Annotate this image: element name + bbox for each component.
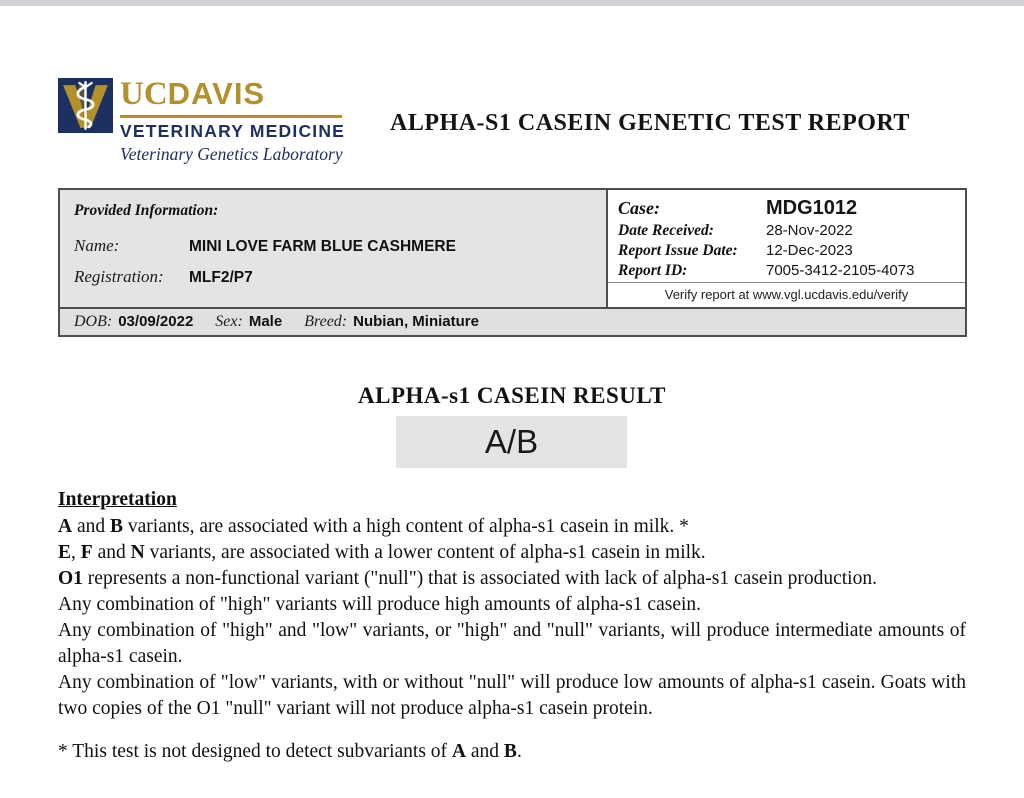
sex-pair <box>215 313 282 331</box>
wordmark-davis: DAVIS <box>167 76 266 111</box>
name-label: Name: <box>74 236 120 255</box>
sex-label: Sex: <box>215 313 243 330</box>
name-value: MINI LOVE FARM BLUE CASHMERE <box>189 238 456 255</box>
breed-value: Nubian, Miniature <box>353 313 479 330</box>
provided-information-heading: Provided Information: <box>74 202 219 219</box>
result-section-heading: ALPHA-s1 CASEIN RESULT <box>358 383 666 408</box>
sex-value: Male <box>248 313 283 330</box>
name-field-row <box>74 236 592 256</box>
logo-text-block <box>120 78 345 165</box>
interpretation-paragraph: A and B variants, are associated with a high content of alpha-s1 casein in milk. * <box>58 516 689 537</box>
case-info-table <box>58 188 967 337</box>
veterinary-caduceus-icon <box>58 78 113 133</box>
provided-information-panel <box>60 190 608 307</box>
division-name: VETERINARY MEDICINE <box>120 121 346 141</box>
date-received-value: 28-Nov-2022 <box>766 222 853 239</box>
case-number-row <box>618 197 955 220</box>
case-label: Case: <box>618 198 660 218</box>
report-id-row <box>618 262 955 280</box>
subvariants-footnote: * This test is not designed to detect subvariants of A and B. <box>58 741 522 762</box>
date-received-label: Date Received: <box>618 222 714 239</box>
wordmark-uc: UC <box>120 76 168 112</box>
report-issue-date-row <box>618 242 955 260</box>
report-header <box>58 78 345 165</box>
report-issue-date-label: Report Issue Date: <box>618 242 738 259</box>
report-id-label: Report ID: <box>618 262 688 279</box>
dob-pair <box>74 313 193 331</box>
interpretation-paragraph: O1 represents a non-functional variant ("null") that is associated with lack of alpha-s1 casein production. <box>58 568 877 589</box>
interpretation-heading: Interpretation <box>58 489 177 510</box>
ucdavis-logo <box>58 78 345 165</box>
registration-value: MLF2/P7 <box>189 269 253 286</box>
case-details-panel <box>608 190 965 307</box>
dob-value: 03/09/2022 <box>118 313 194 330</box>
window-edge-strip <box>0 0 1024 6</box>
interpretation-paragraph: E, F and N variants, are associated with a lower content of alpha-s1 casein in milk. <box>58 542 706 563</box>
animal-details-row <box>60 307 965 335</box>
case-number-value: MDG1012 <box>766 197 858 219</box>
interpretation-paragraph: Any combination of "low" variants, with or without "null" will produce low amounts of alpha-s1 casein. Goats with two copies of the O1 "null" variant will not produce alpha-s1 casein protein. <box>58 672 966 719</box>
interpretation-section <box>58 487 966 765</box>
lab-name: Veterinary Genetics Laboratory <box>120 144 343 164</box>
breed-label: Breed: <box>304 313 348 330</box>
result-value: A/B <box>484 423 539 460</box>
registration-field-row <box>74 267 592 287</box>
breed-pair <box>304 313 479 331</box>
report-title: ALPHA-S1 CASEIN GENETIC TEST REPORT <box>390 110 910 136</box>
result-value-box <box>396 416 627 468</box>
interpretation-paragraph: Any combination of "high" and "low" variants, or "high" and "null" variants, will produce intermediate amounts of alpha-s1 casein. <box>58 620 966 667</box>
info-main-row <box>60 190 965 307</box>
date-received-row <box>618 222 955 240</box>
verify-note: Verify report at www.vgl.ucdavis.edu/verify <box>608 282 965 307</box>
interpretation-paragraph: Any combination of "high" variants will produce high amounts of alpha-s1 casein. <box>58 594 702 615</box>
report-issue-date-value: 12-Dec-2023 <box>766 242 853 259</box>
registration-label: Registration: <box>74 267 164 286</box>
ucdavis-wordmark <box>120 78 345 111</box>
gold-divider-rule <box>120 115 342 118</box>
dob-label: DOB: <box>74 313 113 330</box>
report-id-value: 7005-3412-2105-4073 <box>766 262 915 279</box>
